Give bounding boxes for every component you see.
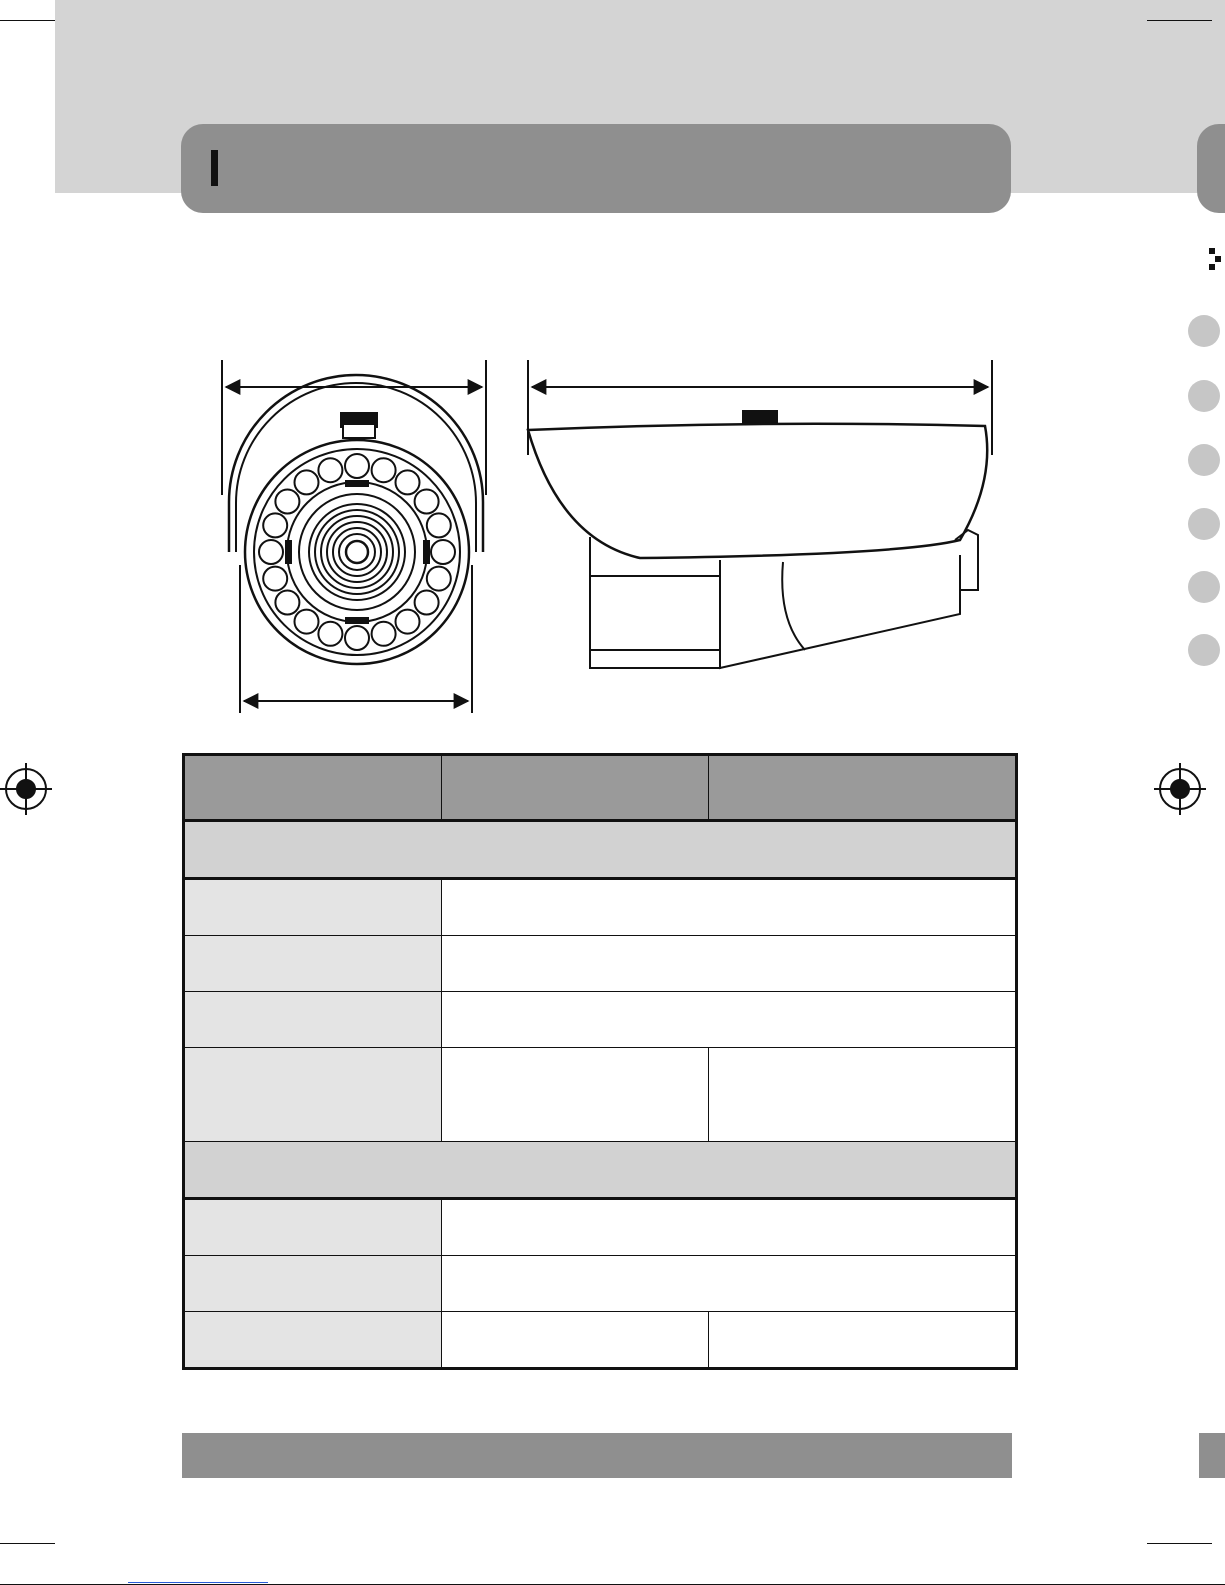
sensor-mark-bottom	[346, 618, 368, 623]
crop-line-br	[1147, 1543, 1212, 1544]
row-label	[184, 992, 442, 1048]
row-value-a	[442, 1312, 709, 1369]
ir-led	[318, 622, 342, 646]
lens-ring-5	[333, 528, 381, 576]
row-value	[442, 879, 1017, 936]
ir-led	[372, 458, 396, 482]
row-label	[184, 1256, 442, 1312]
table-row	[184, 1048, 1017, 1142]
ir-led	[427, 567, 451, 591]
ir-led	[295, 470, 319, 494]
ir-led	[318, 458, 342, 482]
sensor-mark-left	[286, 541, 291, 563]
ir-led	[345, 454, 369, 478]
table-section-row	[184, 821, 1017, 879]
sensor-mark-top	[346, 481, 368, 486]
footer-tab	[1199, 1433, 1225, 1478]
ir-led	[295, 610, 319, 634]
table-row	[184, 1256, 1017, 1312]
row-value-b	[709, 1048, 1017, 1142]
table-header-row	[184, 755, 1017, 821]
header-cell	[442, 755, 709, 821]
spec-table	[182, 753, 1018, 1370]
qr-corner-icon	[1209, 248, 1221, 270]
ir-led	[275, 490, 299, 514]
ir-led	[431, 540, 455, 564]
row-label	[184, 936, 442, 992]
row-value	[442, 1256, 1017, 1312]
row-value	[442, 936, 1017, 992]
lens-ring-6	[339, 534, 375, 570]
lens-ring-4	[327, 522, 387, 582]
ir-led	[372, 622, 396, 646]
row-label	[184, 1199, 442, 1256]
sensor-mark-right	[424, 541, 429, 563]
row-value-b	[709, 1312, 1017, 1369]
section-cell	[184, 821, 1017, 879]
row-value	[442, 992, 1017, 1048]
table-row	[184, 1199, 1017, 1256]
ir-led	[263, 513, 287, 537]
ir-led	[396, 470, 420, 494]
crosshair-target-icon	[0, 763, 52, 815]
row-label	[184, 1312, 442, 1369]
table-row	[184, 879, 1017, 936]
row-value	[442, 1199, 1017, 1256]
ir-led	[427, 513, 451, 537]
ir-led	[263, 567, 287, 591]
lens-ring-1	[309, 504, 405, 600]
table-row	[184, 1312, 1017, 1369]
ir-led	[275, 591, 299, 615]
lens-center	[346, 541, 368, 563]
section-cell	[184, 1142, 1017, 1199]
lens-housing	[299, 494, 415, 610]
side-body-curve	[782, 562, 805, 650]
row-value-a	[442, 1048, 709, 1142]
ir-led	[415, 591, 439, 615]
ir-led	[259, 540, 283, 564]
crop-line-tr	[1147, 20, 1212, 21]
header-cell	[709, 755, 1017, 821]
bottom-link-underline[interactable]	[128, 1582, 268, 1583]
crop-line-bl	[0, 1543, 55, 1544]
table-section-row	[184, 1142, 1017, 1199]
ir-led	[415, 490, 439, 514]
front-mount-base	[343, 424, 375, 438]
lens-ring-3	[321, 516, 393, 588]
crosshair-target-icon-right	[1154, 763, 1206, 815]
side-body-rear	[720, 555, 960, 668]
ir-led	[345, 626, 369, 650]
crop-line-tl	[0, 20, 55, 21]
table-row	[184, 936, 1017, 992]
footer-bar	[182, 1433, 1012, 1478]
header-cell	[184, 755, 442, 821]
table-row	[184, 992, 1017, 1048]
side-sunshield	[528, 424, 987, 558]
ir-led	[396, 610, 420, 634]
row-label	[184, 879, 442, 936]
row-label	[184, 1048, 442, 1142]
